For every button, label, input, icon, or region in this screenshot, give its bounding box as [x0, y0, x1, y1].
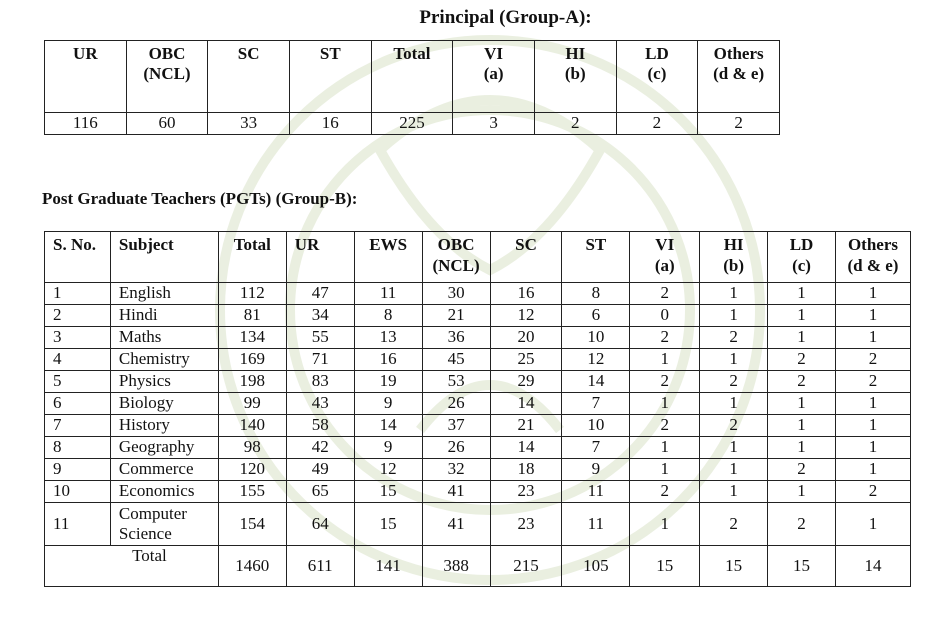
total-value-cell: 388 [422, 546, 490, 587]
total-value-cell: 15 [768, 546, 836, 587]
header-label: LD [645, 44, 669, 63]
header-label: Others [713, 44, 764, 63]
total-value-cell: 215 [490, 546, 562, 587]
value-cell: 98 [218, 437, 286, 459]
subject-line: Science [118, 524, 172, 543]
value-cell: 1 [700, 393, 768, 415]
header-sublabel: (b) [564, 64, 586, 83]
principal-value-cell: 2 [534, 113, 616, 135]
header-label: ST [585, 235, 607, 254]
value-cell: 34 [286, 305, 354, 327]
principal-header-cell [208, 41, 290, 113]
header-label: UR [294, 235, 320, 254]
value-cell: 2 [630, 371, 700, 393]
serial-number-cell: 6 [45, 393, 111, 415]
principal-header-cell [616, 41, 698, 113]
total-value-cell: 15 [630, 546, 700, 587]
value-cell: 55 [286, 327, 354, 349]
value-cell: 1 [835, 459, 910, 481]
serial-number-cell: 2 [45, 305, 111, 327]
principal-heading: Principal (Group-A): [419, 7, 592, 28]
subject-cell: Commerce [110, 459, 218, 481]
value-cell: 140 [218, 415, 286, 437]
table-row [45, 283, 911, 305]
table-row [45, 459, 911, 481]
header-sublabel: (NCL) [143, 64, 191, 83]
value-cell: 16 [490, 283, 562, 305]
value-cell: 120 [218, 459, 286, 481]
value-cell: 2 [768, 459, 836, 481]
value-cell: 1 [700, 305, 768, 327]
principal-header-row [45, 41, 780, 113]
pgt-header-cell [354, 232, 422, 283]
pgt-header-cell [700, 232, 768, 283]
principal-header-cell [371, 41, 453, 113]
value-cell: 1 [630, 459, 700, 481]
value-cell: 2 [700, 415, 768, 437]
value-cell: 12 [490, 305, 562, 327]
value-cell: 1 [768, 327, 836, 349]
value-cell: 0 [630, 305, 700, 327]
value-cell: 83 [286, 371, 354, 393]
serial-number-cell: 3 [45, 327, 111, 349]
value-cell: 2 [630, 283, 700, 305]
value-cell: 7 [562, 393, 630, 415]
principal-header-cell [289, 41, 371, 113]
value-cell: 18 [490, 459, 562, 481]
value-cell: 1 [630, 393, 700, 415]
header-label: HI [565, 44, 586, 63]
value-cell: 1 [700, 437, 768, 459]
value-cell: 25 [490, 349, 562, 371]
subject-cell: History [110, 415, 218, 437]
pgt-header-cell [835, 232, 910, 283]
value-cell: 81 [218, 305, 286, 327]
value-cell: 20 [490, 327, 562, 349]
total-value-cell: 141 [354, 546, 422, 587]
header-label: SC [515, 235, 537, 254]
value-cell: 112 [218, 283, 286, 305]
subject-cell: Hindi [110, 305, 218, 327]
value-cell: 41 [422, 503, 490, 546]
value-cell: 58 [286, 415, 354, 437]
value-cell: 198 [218, 371, 286, 393]
pgt-header-cell [45, 232, 111, 283]
header-sublabel: (NCL) [432, 256, 480, 275]
principal-header-cell [698, 41, 780, 113]
value-cell: 45 [422, 349, 490, 371]
value-cell: 21 [422, 305, 490, 327]
value-cell: 2 [835, 481, 910, 503]
value-cell: 19 [354, 371, 422, 393]
value-cell: 10 [562, 327, 630, 349]
value-cell: 32 [422, 459, 490, 481]
value-cell: 1 [835, 415, 910, 437]
principal-value-cell: 3 [453, 113, 535, 135]
value-cell: 29 [490, 371, 562, 393]
value-cell: 169 [218, 349, 286, 371]
header-sublabel: (d & e) [847, 256, 899, 275]
subject-cell [110, 503, 218, 546]
table-row [45, 437, 911, 459]
table-row [45, 481, 911, 503]
subject-cell: Biology [110, 393, 218, 415]
value-cell: 47 [286, 283, 354, 305]
header-label: OBC [148, 44, 186, 63]
principal-value-cell: 2 [698, 113, 780, 135]
pgt-header-row [45, 232, 911, 283]
value-cell: 26 [422, 437, 490, 459]
pgt-header-cell [218, 232, 286, 283]
total-value-cell: 15 [700, 546, 768, 587]
total-value-cell: 14 [835, 546, 910, 587]
value-cell: 1 [630, 503, 700, 546]
value-cell: 155 [218, 481, 286, 503]
value-cell: 2 [630, 415, 700, 437]
value-cell: 30 [422, 283, 490, 305]
value-cell: 13 [354, 327, 422, 349]
value-cell: 23 [490, 503, 562, 546]
value-cell: 1 [700, 349, 768, 371]
value-cell: 2 [700, 327, 768, 349]
pgt-header-cell [562, 232, 630, 283]
header-sublabel: (a) [483, 64, 504, 83]
principal-table [44, 40, 780, 135]
value-cell: 2 [630, 481, 700, 503]
total-label-cell: Total [45, 546, 219, 587]
serial-number-cell: 1 [45, 283, 111, 305]
value-cell: 53 [422, 371, 490, 393]
principal-header-cell [126, 41, 208, 113]
pgt-table [44, 231, 911, 587]
subject-cell: Geography [110, 437, 218, 459]
value-cell: 65 [286, 481, 354, 503]
value-cell: 1 [768, 283, 836, 305]
header-sublabel: (b) [723, 256, 745, 275]
value-cell: 14 [490, 393, 562, 415]
pgt-header-cell [630, 232, 700, 283]
value-cell: 1 [835, 283, 910, 305]
total-value-cell: 611 [286, 546, 354, 587]
value-cell: 7 [562, 437, 630, 459]
value-cell: 2 [835, 349, 910, 371]
value-cell: 1 [768, 305, 836, 327]
value-cell: 10 [562, 415, 630, 437]
header-label: OBC [437, 235, 475, 254]
value-cell: 37 [422, 415, 490, 437]
subject-cell: Chemistry [110, 349, 218, 371]
pgt-heading: Post Graduate Teachers (PGTs) (Group-B): [42, 189, 358, 208]
value-cell: 1 [630, 437, 700, 459]
value-cell: 14 [354, 415, 422, 437]
subject-cell: English [110, 283, 218, 305]
serial-number-cell: 7 [45, 415, 111, 437]
table-row [45, 327, 911, 349]
header-label: SC [237, 44, 260, 63]
value-cell: 1 [630, 349, 700, 371]
serial-number-cell: 9 [45, 459, 111, 481]
header-label: S. No. [53, 235, 96, 254]
header-label: ST [319, 44, 341, 63]
principal-header-cell [45, 41, 127, 113]
value-cell: 9 [354, 437, 422, 459]
principal-value-cell: 33 [208, 113, 290, 135]
value-cell: 2 [768, 349, 836, 371]
header-label: VI [655, 235, 675, 254]
principal-value-cell: 60 [126, 113, 208, 135]
pgt-header-cell [768, 232, 836, 283]
value-cell: 41 [422, 481, 490, 503]
value-cell: 2 [768, 371, 836, 393]
header-label: Total [393, 44, 431, 63]
value-cell: 8 [354, 305, 422, 327]
pgt-header-cell [110, 232, 218, 283]
value-cell: 12 [562, 349, 630, 371]
value-cell: 16 [354, 349, 422, 371]
value-cell: 11 [562, 481, 630, 503]
subject-cell: Maths [110, 327, 218, 349]
value-cell: 36 [422, 327, 490, 349]
header-sublabel: (c) [792, 256, 811, 275]
table-row [45, 305, 911, 327]
value-cell: 6 [562, 305, 630, 327]
serial-number-cell: 4 [45, 349, 111, 371]
header-label: Others [847, 235, 898, 254]
header-label: HI [723, 235, 744, 254]
value-cell: 2 [768, 503, 836, 546]
serial-number-cell: 8 [45, 437, 111, 459]
value-cell: 49 [286, 459, 354, 481]
value-cell: 154 [218, 503, 286, 546]
value-cell: 1 [835, 327, 910, 349]
value-cell: 9 [562, 459, 630, 481]
value-cell: 1 [835, 305, 910, 327]
value-cell: 71 [286, 349, 354, 371]
value-cell: 1 [700, 459, 768, 481]
principal-header-cell [534, 41, 616, 113]
value-cell: 14 [490, 437, 562, 459]
serial-number-cell: 11 [45, 503, 111, 546]
value-cell: 64 [286, 503, 354, 546]
total-row [45, 546, 911, 587]
header-sublabel: (d & e) [713, 64, 765, 83]
value-cell: 11 [562, 503, 630, 546]
value-cell: 15 [354, 481, 422, 503]
value-cell: 1 [700, 283, 768, 305]
principal-values-row [45, 113, 780, 135]
table-row [45, 393, 911, 415]
value-cell: 43 [286, 393, 354, 415]
pgt-header-cell [490, 232, 562, 283]
table-row [45, 349, 911, 371]
principal-value-cell: 225 [371, 113, 453, 135]
value-cell: 1 [768, 437, 836, 459]
value-cell: 134 [218, 327, 286, 349]
subject-line: Computer [118, 504, 187, 523]
table-row [45, 371, 911, 393]
value-cell: 1 [835, 437, 910, 459]
principal-value-cell: 16 [289, 113, 371, 135]
pgt-header-cell [286, 232, 354, 283]
total-value-cell: 105 [562, 546, 630, 587]
value-cell: 99 [218, 393, 286, 415]
value-cell: 8 [562, 283, 630, 305]
value-cell: 2 [835, 371, 910, 393]
value-cell: 2 [700, 371, 768, 393]
table-row [45, 415, 911, 437]
subject-cell: Physics [110, 371, 218, 393]
subject-cell: Economics [110, 481, 218, 503]
value-cell: 2 [700, 503, 768, 546]
header-label: EWS [369, 235, 408, 254]
value-cell: 42 [286, 437, 354, 459]
value-cell: 9 [354, 393, 422, 415]
value-cell: 1 [768, 393, 836, 415]
principal-value-cell: 116 [45, 113, 127, 135]
header-label: Total [233, 235, 271, 254]
value-cell: 14 [562, 371, 630, 393]
value-cell: 1 [768, 481, 836, 503]
header-label: UR [73, 44, 98, 63]
serial-number-cell: 5 [45, 371, 111, 393]
header-label: VI [484, 44, 504, 63]
value-cell: 15 [354, 503, 422, 546]
header-sublabel: (a) [654, 256, 675, 275]
principal-value-cell: 2 [616, 113, 698, 135]
value-cell: 12 [354, 459, 422, 481]
value-cell: 1 [835, 393, 910, 415]
total-value-cell: 1460 [218, 546, 286, 587]
value-cell: 23 [490, 481, 562, 503]
value-cell: 21 [490, 415, 562, 437]
header-sublabel: (c) [647, 64, 667, 83]
principal-header-cell [453, 41, 535, 113]
value-cell: 1 [700, 481, 768, 503]
header-label: Subject [118, 235, 174, 254]
header-label: LD [789, 235, 814, 254]
value-cell: 1 [768, 415, 836, 437]
value-cell: 11 [354, 283, 422, 305]
table-row [45, 503, 911, 546]
serial-number-cell: 10 [45, 481, 111, 503]
pgt-header-cell [422, 232, 490, 283]
value-cell: 1 [835, 503, 910, 546]
value-cell: 2 [630, 327, 700, 349]
value-cell: 26 [422, 393, 490, 415]
